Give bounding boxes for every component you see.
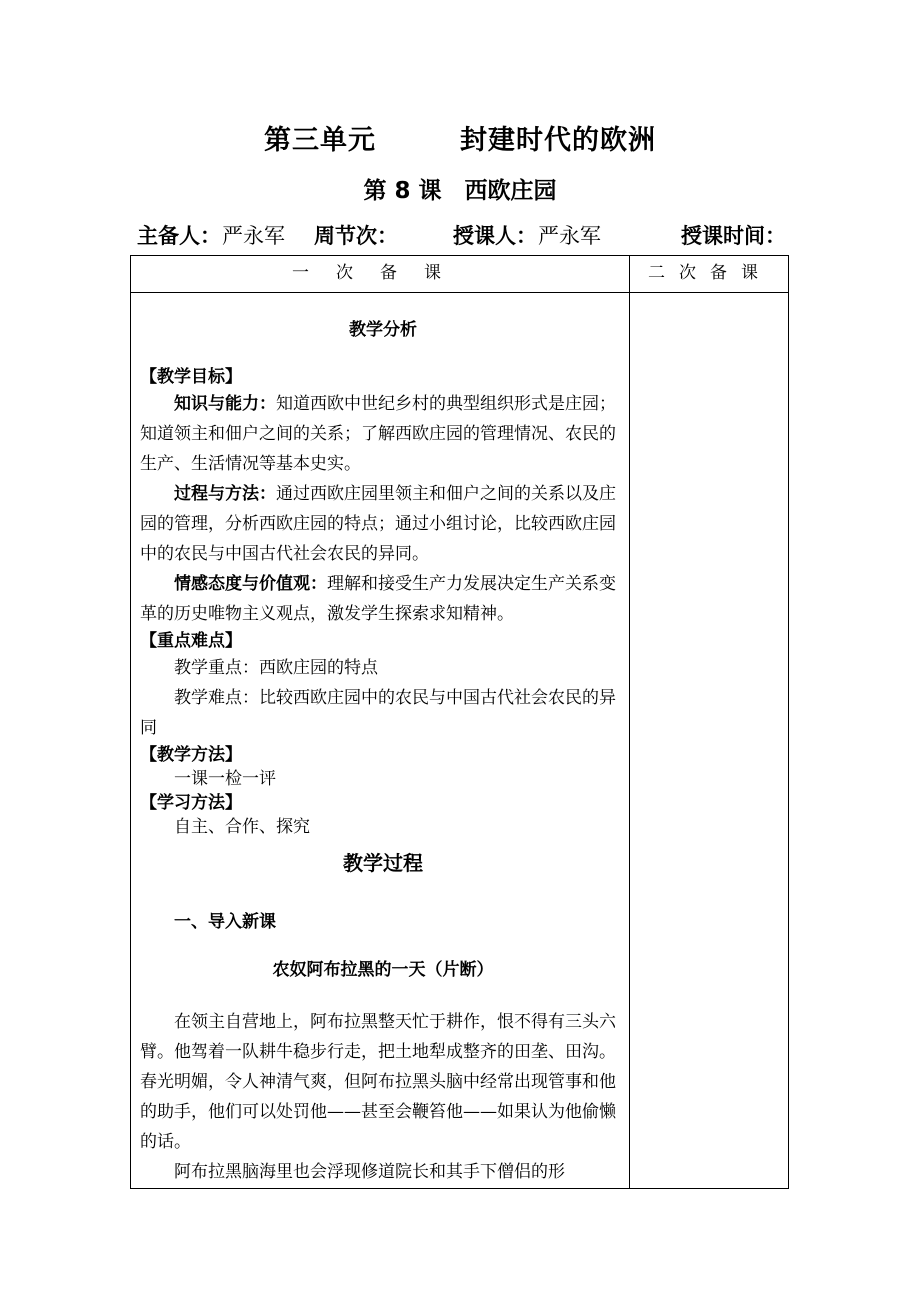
learning-method-heading: 【学习方法】 [140, 793, 242, 813]
lesson-meta-row [0, 220, 920, 250]
unit-title: 第三单元 封建时代的欧洲 [264, 125, 656, 156]
time-label: 授课时间： [681, 224, 786, 248]
process-goal [140, 479, 626, 569]
first-prep-content [140, 295, 626, 1187]
knowledge-label: 知识与能力： [174, 394, 276, 414]
teaching-method: 一课一检一评 [174, 769, 276, 789]
story-paragraph-2: 阿布拉黑脑海里也会浮现修道院长和其手下僧侣的形 [174, 1162, 565, 1182]
first-prep-header: 一次备课 [292, 263, 468, 283]
story-paragraph-1: 在领主自营地上，阿布拉黑整天忙于耕作，恨不得有三头六臂。他驾着一队耕牛稳步行走，把土地犁成整齐的田垄、田沟。春光明媚，令人神清气爽，但阿布拉黑头脑中经常出现管事和他的助手，他们可以处罚他——甚至会鞭笞他——如果认为他偷懒的话。 [140, 1012, 616, 1152]
lesson-title: 第 8 课 西欧庄园 [363, 178, 557, 204]
teacher-label: 授课人： [453, 224, 537, 248]
lead-preparer-label: 主备人： [137, 224, 221, 248]
story-title: 农奴阿布拉黑的一天（片断） [272, 960, 494, 980]
week-label: 周节次： [314, 224, 398, 248]
lead-preparer-value: 严永军 [222, 224, 285, 248]
goals-heading: 【教学目标】 [140, 367, 242, 387]
emotion-goal [140, 569, 626, 629]
teaching-method-heading: 【教学方法】 [140, 745, 242, 765]
knowledge-text: 知道西欧中世纪乡村的典型组织形式是庄园；知道领主和佃户之间的关系；了解西欧庄园的管理情况、农民的生产、生活情况等基本史实。 [140, 394, 616, 474]
difficult-point: 教学难点：比较西欧庄园中的农民与中国古代社会农民的异同 [140, 688, 616, 738]
keypoints-heading: 【重点难点】 [140, 631, 242, 651]
column-divider [629, 256, 630, 1188]
emotion-text: 理解和接受生产力发展决定生产关系变革的历史唯物主义观点，激发学生探索求知精神。 [140, 574, 616, 624]
key-point: 教学重点：西欧庄园的特点 [174, 658, 378, 678]
teacher-value: 严永军 [538, 224, 601, 248]
intro-heading: 一、导入新课 [174, 912, 276, 932]
emotion-label: 情感态度与价值观： [174, 574, 327, 594]
process-label: 过程与方法： [174, 484, 276, 504]
process-text: 通过西欧庄园里领主和佃户之间的关系以及庄园的管理，分析西欧庄园的特点；通过小组讨论，比较西欧庄园中的农民与中国古代社会农民的异同。 [140, 484, 616, 564]
process-title: 教学过程 [343, 851, 423, 875]
knowledge-goal [140, 389, 626, 479]
header-divider [131, 292, 788, 293]
analysis-title: 教学分析 [349, 320, 417, 340]
second-prep-header: 二次备课 [648, 263, 772, 283]
learning-method: 自主、合作、探究 [174, 817, 310, 837]
